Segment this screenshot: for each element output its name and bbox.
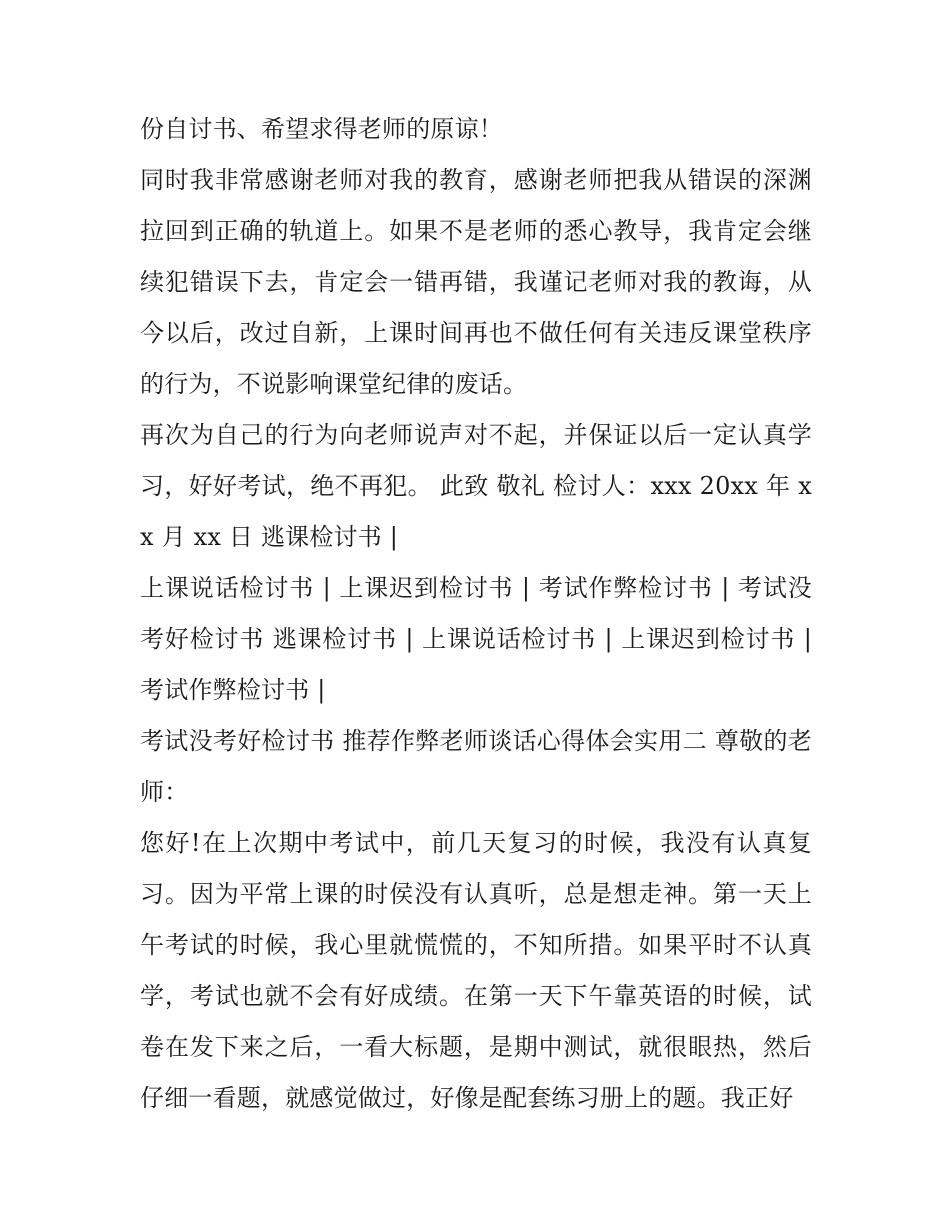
paragraph-1: 份自讨书、希望求得老师的原谅！ xyxy=(140,115,503,143)
paragraph-3: 再次为自己的行为向老师说声对不起，并保证以后一定认真学习，好好考试，绝不再犯。 此致 敬礼 检讨人：xxx 20xx 年 xx 月 xx 日 逃课检讨书 | xyxy=(140,421,812,551)
paragraph-4: 上课说话检讨书 | 上课迟到检讨书 | 考试作弊检讨书 | 考试没考好检讨书 逃课检讨书 | 上课说话检讨书 | 上课迟到检讨书 | 考试作弊检讨书 | xyxy=(140,574,812,704)
paragraph-2: 同时我非常感谢老师对我的教育，感谢老师把我从错误的深渊拉回到正确的轨道上。如果不是老师的悉心教导，我肯定会继续犯错误下去，肯定会一错再错，我谨记老师对我的教诲，从今以后，改过自新，上课时间再也不做任何有关违反课堂秩序的行为，不说影响课堂纪律的废话。 xyxy=(140,166,812,398)
paragraph-6: 您好!在上次期中考试中，前几天复习的时候，我没有认真复习。因为平常上课的时侯没有认真听，总是想走神。第一天上午考试的时候，我心里就慌慌的，不知所措。如果平时不认真学，考试也就不会有好成绩。在第一天下午靠英语的时候，试卷在发下来之后，一看大标题，是期中测试，就很眼热，然后仔细一看题，就感觉做过，好像是配套练习册上的题。我正好 xyxy=(140,829,812,1112)
paragraph-5: 考试没考好检讨书 推荐作弊老师谈话心得体会实用二 尊敬的老师： xyxy=(140,727,812,806)
document-body xyxy=(140,104,812,1124)
